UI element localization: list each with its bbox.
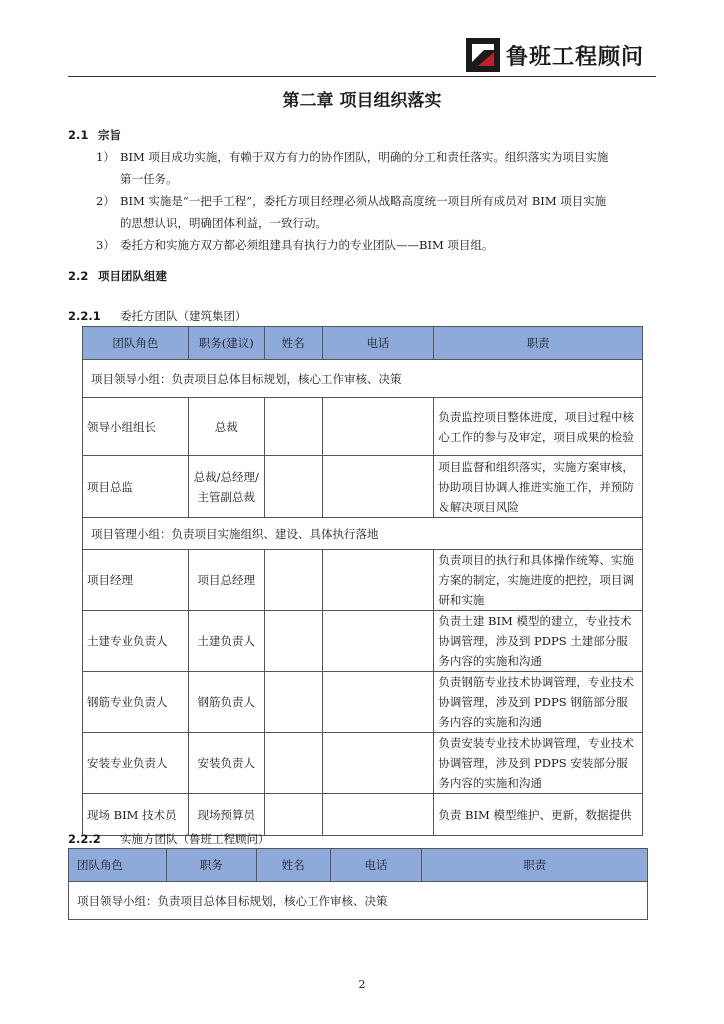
cell-duty: 负责土建 BIM 模型的建立，专业技术协调管理，涉及到 PDPS 土建部分服务内容的实施和沟通 — [434, 611, 643, 672]
cell-role: 安装专业负责人 — [83, 733, 189, 794]
cell-position: 项目总经理 — [188, 550, 264, 611]
group-row — [83, 518, 643, 550]
cell-phone — [322, 398, 434, 456]
col-header: 团队角色 — [69, 849, 167, 882]
cell-phone — [322, 794, 434, 836]
section-2-2-heading — [68, 268, 167, 284]
col-header: 职务 — [166, 849, 256, 882]
item-number: 2） — [96, 194, 115, 208]
section-number: 2.1 — [68, 128, 89, 142]
col-header: 电话 — [330, 849, 422, 882]
company-logo — [466, 38, 644, 72]
subsection-number: 2.2.2 — [68, 832, 101, 846]
cell-position: 现场预算员 — [188, 794, 264, 836]
cell-name — [264, 456, 322, 518]
item-text: BIM 项目成功实施，有赖于双方有力的协作团队，明确的分工和责任落实。组织落实为项目实施 — [120, 150, 609, 164]
group-label: 项目领导小组：负责项目总体目标规划，核心工作审核、决策 — [83, 360, 643, 398]
logo-text: 鲁班工程顾问 — [506, 44, 645, 70]
item-text-cont: 第一任务。 — [120, 172, 178, 186]
subsection-title: 委托方团队（建筑集团） — [120, 309, 247, 323]
cell-name — [264, 794, 322, 836]
group-row — [69, 882, 648, 920]
table-row — [83, 733, 643, 794]
item-text: 委托方和实施方双方都必须组建具有执行力的专业团队——BIM 项目组。 — [120, 238, 494, 252]
subsection-title: 实施方团队（鲁班工程顾问） — [120, 832, 270, 846]
paragraph-1 — [96, 146, 662, 190]
cell-duty: 负责安装专业技术协调管理，专业技术协调管理，涉及到 PDPS 安装部分服务内容的实施和沟通 — [434, 733, 643, 794]
cell-duty: 项目监督和组织落实，实施方案审核，协助项目协调人推进实施工作，并预防＆解决项目风险 — [434, 456, 643, 518]
table-row — [83, 456, 643, 518]
item-number: 1） — [96, 150, 115, 164]
cell-role: 项目总监 — [83, 456, 189, 518]
cell-role: 领导小组组长 — [83, 398, 189, 456]
item-number: 3） — [96, 238, 115, 252]
cell-name — [264, 550, 322, 611]
col-header: 团队角色 — [83, 327, 189, 360]
table-header-row — [69, 849, 648, 882]
header-divider — [68, 76, 656, 77]
table-row — [83, 398, 643, 456]
col-header: 姓名 — [256, 849, 330, 882]
logo-mark-icon — [466, 38, 500, 72]
group-row — [83, 360, 643, 398]
cell-name — [264, 398, 322, 456]
cell-position: 安装负责人 — [188, 733, 264, 794]
subsection-number: 2.2.1 — [68, 309, 101, 323]
client-team-table — [82, 326, 643, 836]
table-row — [83, 611, 643, 672]
section-title: 宗旨 — [98, 128, 121, 142]
cell-role: 项目经理 — [83, 550, 189, 611]
col-header: 职责 — [422, 849, 648, 882]
chapter-title: 第二章 项目组织落实 — [282, 91, 442, 111]
cell-position: 钢筋负责人 — [188, 672, 264, 733]
cell-role: 钢筋专业负责人 — [83, 672, 189, 733]
col-header: 姓名 — [264, 327, 322, 360]
group-label: 项目管理小组：负责项目实施组织、建设、具体执行落地 — [83, 518, 643, 550]
cell-phone — [322, 456, 434, 518]
cell-position: 总裁/总经理/主管副总裁 — [188, 456, 264, 518]
paragraph-3 — [96, 234, 662, 256]
cell-duty: 负责项目的执行和具体操作统筹、实施方案的制定，实施进度的把控，项目调研和实施 — [434, 550, 643, 611]
cell-role: 土建专业负责人 — [83, 611, 189, 672]
cell-name — [264, 672, 322, 733]
cell-position: 土建负责人 — [188, 611, 264, 672]
paragraph-2 — [96, 190, 662, 234]
cell-phone — [322, 611, 434, 672]
cell-phone — [322, 672, 434, 733]
col-header: 电话 — [322, 327, 434, 360]
section-2-1-heading — [68, 127, 121, 143]
cell-name — [264, 611, 322, 672]
provider-team-table — [68, 848, 648, 920]
col-header: 职责 — [434, 327, 643, 360]
item-text: BIM 实施是“一把手工程”，委托方项目经理必须从战略高度统一项目所有成员对 BIM 项目实施 — [120, 194, 607, 208]
page-number: 2 — [358, 978, 366, 991]
table-row — [83, 672, 643, 733]
section-number: 2.2 — [68, 269, 89, 283]
cell-duty: 负责监控项目整体进度，项目过程中核心工作的参与及审定，项目成果的检验 — [434, 398, 643, 456]
col-header: 职务(建议) — [188, 327, 264, 360]
item-text-cont: 的思想认识，明确团体利益，一致行动。 — [120, 216, 327, 230]
group-label: 项目领导小组：负责项目总体目标规划，核心工作审核、决策 — [69, 882, 648, 920]
cell-role: 现场 BIM 技术员 — [83, 794, 189, 836]
table-row — [83, 550, 643, 611]
subsection-2-2-2-heading — [68, 831, 270, 847]
table-header-row — [83, 327, 643, 360]
cell-position: 总裁 — [188, 398, 264, 456]
section-title: 项目团队组建 — [98, 269, 167, 283]
cell-duty: 负责钢筋专业技术协调管理，专业技术协调管理，涉及到 PDPS 钢筋部分服务内容的实施和沟通 — [434, 672, 643, 733]
cell-name — [264, 733, 322, 794]
cell-phone — [322, 733, 434, 794]
subsection-2-2-1-heading — [68, 308, 247, 324]
cell-phone — [322, 550, 434, 611]
table-row — [83, 794, 643, 836]
cell-duty: 负责 BIM 模型维护、更新，数据提供 — [434, 794, 643, 836]
